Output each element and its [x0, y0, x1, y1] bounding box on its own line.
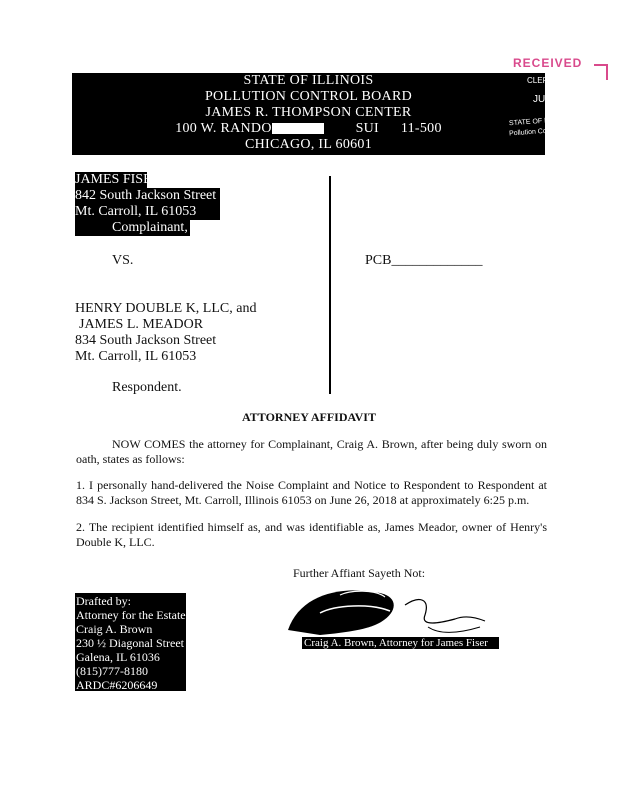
received-stamp [505, 58, 613, 150]
drafted-city: Galena, IL 61036 [76, 650, 160, 664]
respondent-street: 834 South Jackson Street [75, 333, 217, 348]
drafted-name: Craig A. Brown [76, 622, 153, 636]
respondent-name-1: HENRY DOUBLE K, LLC, and [75, 301, 257, 316]
header-line-4 [72, 122, 545, 136]
stamp-board: Pollution Control Board [508, 125, 582, 138]
drafted-role: Attorney for the Estate: [76, 608, 189, 622]
respondent-role: Respondent. [112, 380, 182, 395]
header-line-1: STATE OF ILLINOIS [243, 73, 374, 88]
stamp-date: JUL 9 9 2018 [533, 94, 593, 105]
drafted-street: 230 ½ Diagonal Street [76, 636, 184, 650]
intro-paragraph: NOW COMES the attorney for Complainant, Craig A. Brown, after being duly sworn on oath, states as follows: [76, 437, 547, 466]
further-affiant-text: Further Affiant Sayeth Not: [293, 566, 426, 580]
respondent-name-2: JAMES L. MEADOR [79, 317, 204, 332]
complainant-name: JAMES FISER [75, 172, 161, 187]
pcb-number-field: PCB_____________ [365, 253, 483, 268]
drafted-label: Drafted by: [76, 594, 131, 608]
complainant-street: 842 South Jackson Street [75, 188, 220, 204]
paragraph-2: 2. The recipient identified himself as, and was identifiable as, James Meador, owner of Henry's Double K, LLC. [76, 520, 547, 549]
caption-divider-line [329, 176, 331, 394]
header-address-left: 100 W. RANDO [175, 121, 272, 136]
header-line-5: CHICAGO, IL 60601 [244, 137, 373, 152]
complainant-city: Mt. Carroll, IL 61053 [75, 204, 220, 220]
respondent-city: Mt. Carroll, IL 61053 [75, 349, 197, 364]
paragraph-1: 1. I personally hand-delivered the Noise Complaint and Notice to Respondent to Respondent at 834 S. Jackson Street, Mt. Carroll, Illinois 61053 on June 26, 2018 at approximately 6:25 p.m. [76, 478, 547, 507]
header-line-3: JAMES R. THOMPSON CENTER [205, 105, 412, 120]
drafted-ardc: ARDC#6206649 [76, 678, 158, 692]
stamp-office: CLERK'S OFFICE [527, 76, 593, 85]
document-title: ATTORNEY AFFIDAVIT [242, 410, 376, 424]
versus-label: VS. [112, 253, 134, 268]
stamp-corner-mark [594, 64, 608, 80]
header-address-suite: SUI [355, 121, 380, 136]
stamp-received-text: RECEIVED [513, 56, 583, 70]
drafted-phone: (815)777-8180 [76, 664, 148, 678]
header-line-2: POLLUTION CONTROL BOARD [204, 89, 413, 104]
stamp-state: STATE OF ILLINOIS [508, 115, 574, 128]
complainant-role: Complainant, [75, 220, 190, 236]
header-address-number: 11-500 [400, 121, 442, 136]
signature-line: Craig A. Brown, Attorney for James Fiser [302, 637, 499, 649]
redaction-mark [272, 123, 324, 134]
